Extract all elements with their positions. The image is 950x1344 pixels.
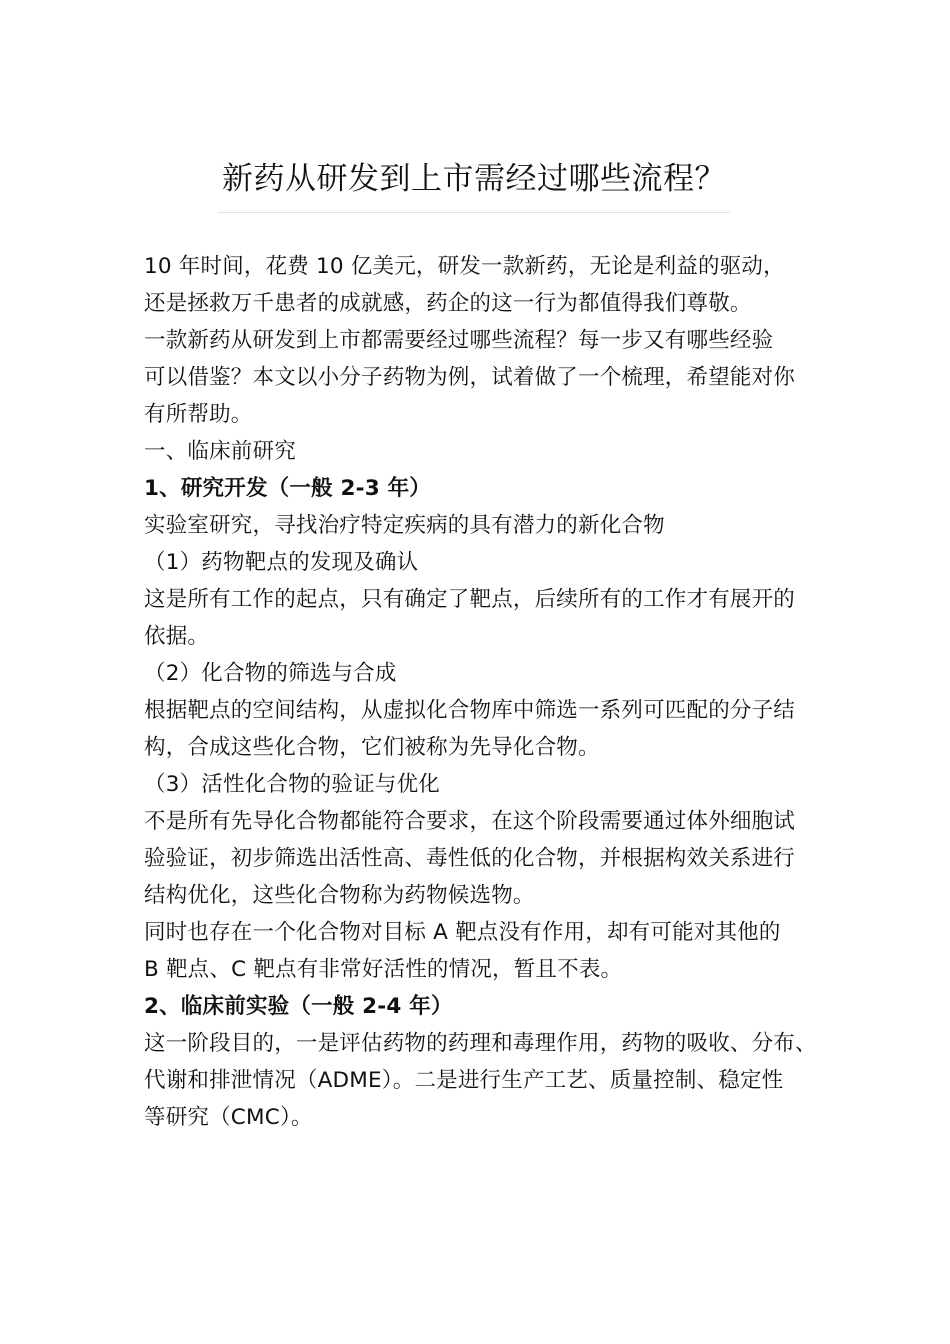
page-title: 新药从研发到上市需经过哪些流程？ [222,161,726,197]
text-line: 结构优化，这些化合物称为药物候选物。 [144,883,535,908]
text-line: 有所帮助。 [144,402,253,427]
title-block [218,152,730,213]
text-line: 这是所有工作的起点，只有确定了靶点，后续所有的工作才有展开的 [144,587,796,612]
text-line: 不是所有先导化合物都能符合要求，在这个阶段需要通过体外细胞试 [144,809,796,834]
text-line: 实验室研究，寻找治疗特定疾病的具有潜力的新化合物 [144,513,665,538]
text-line: 一款新药从研发到上市都需要经过哪些流程？每一步又有哪些经验 [144,328,774,353]
text-line: 构，合成这些化合物，它们被称为先导化合物。 [144,735,600,760]
section-heading: 一、临床前研究 [144,439,296,464]
text-line: 验验证，初步筛选出活性高、毒性低的化合物，并根据构效关系进行 [144,846,796,871]
text-line: 等研究（CMC）。 [144,1105,313,1130]
text-line: 依据。 [144,624,210,649]
text-line: 这一阶段目的，一是评估药物的药理和毒理作用，药物的吸收、分布、 [144,1031,817,1056]
text-line: 可以借鉴？本文以小分子药物为例，试着做了一个梳理，希望能对你 [144,365,796,390]
text-line: 代谢和排泄情况（ADME）。二是进行生产工艺、质量控制、稳定性 [144,1068,784,1093]
text-line: 10 年时间，花费 10 亿美元，研发一款新药，无论是利益的驱动， [144,254,785,279]
document-body [144,248,824,1136]
text-line: B 靶点、C 靶点有非常好活性的情况，暂且不表。 [144,957,623,982]
subsection-heading: 2、临床前实验（一般 2-4 年） [144,994,453,1019]
item-heading: （1）药物靶点的发现及确认 [144,550,419,575]
item-heading: （2）化合物的筛选与合成 [144,661,397,686]
text-line: 还是拯救万千患者的成就感，药企的这一行为都值得我们尊敬。 [144,291,752,316]
item-heading: （3）活性化合物的验证与优化 [144,772,440,797]
text-line: 同时也存在一个化合物对目标 A 靶点没有作用，却有可能对其他的 [144,920,781,945]
subsection-heading: 1、研究开发（一般 2-3 年） [144,476,431,501]
text-line: 根据靶点的空间结构，从虚拟化合物库中筛选一系列可匹配的分子结 [144,698,796,723]
